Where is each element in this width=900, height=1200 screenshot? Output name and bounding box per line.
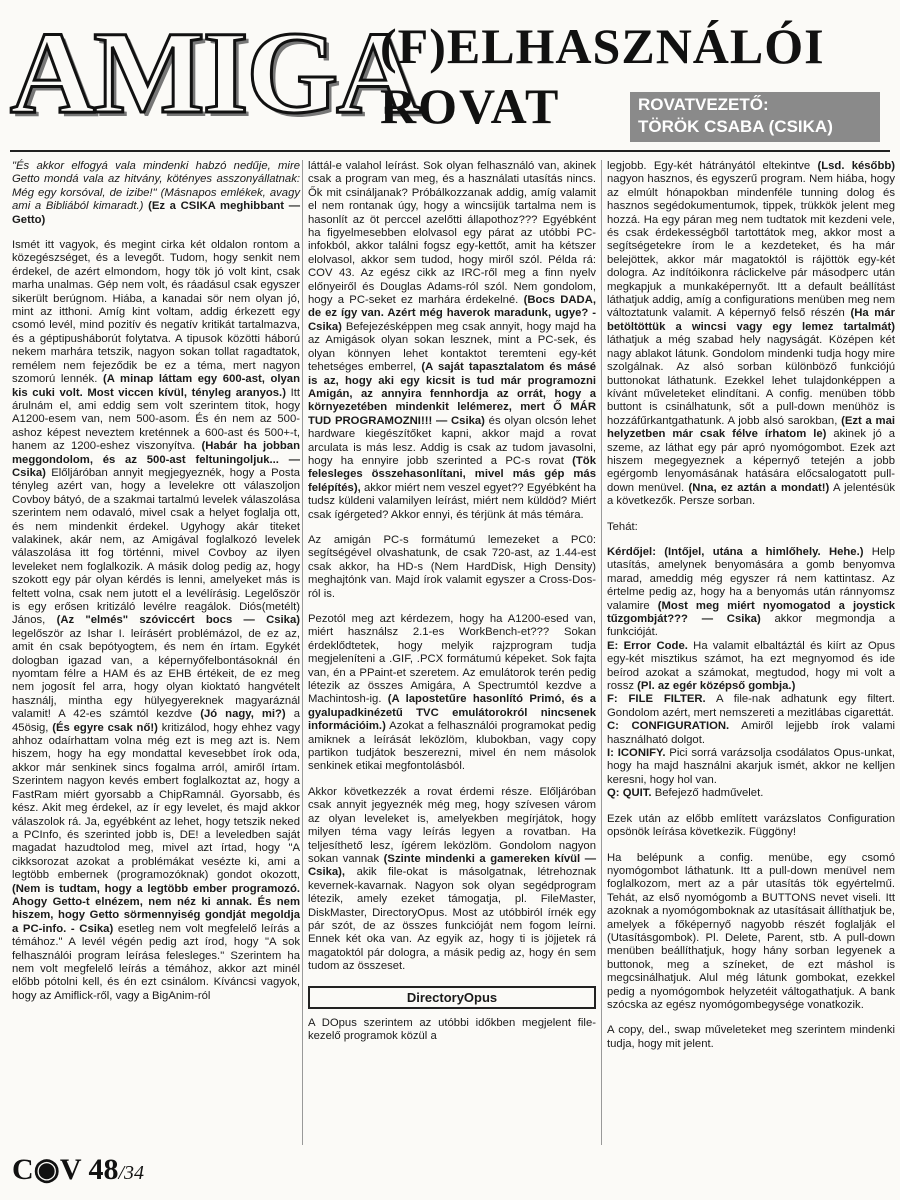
masthead [0,0,900,150]
page-number: /34 [118,1162,145,1184]
header-rule [10,150,890,152]
paragraph: Tehát: [607,520,638,533]
section-title-box: DirectoryOpus [308,986,596,1009]
editor-label: ROVATVEZETŐ: [638,95,769,114]
column-2 [308,160,596,1056]
paragraph: Pezotól meg azt kérdezem, hogy ha A1200-esed van, miért használsz 2.1-es WorkBench-et??? Sokan érdeklődtetek, hogy melyik rajzprogram tudja megjeleníteni a .GIF, .PCX formátumú képeket. Sok fajta van, én a PPaint-et szeretem. Az emulátorok terén pedig létezik az összes Amigára, A Spectrumtól kezdve a Machintosh-ig. (A lapostetűre hasonlító Primó, és a gyalupadkinézetű TVC emulátorokról nincsenek információim.) Azokat a felhasználói programokat pedig amiknek a leírását leközlöm, klubokban, vagy copy partikon tudjátok beszerezni, mivel én nem másolok senkinek etikai megfontolásból. [308,613,597,773]
paragraph: Ismét itt vagyok, és megint cirka két oldalon rontom a közegészséget, és a levegőt. Tudom, hogy senkit nem érdekel, de azért elmondom, hogy tök jó volt kint, csak marha unalmas. Gép nem volt, és ráadásul csak egyszer sikerült berúgnom. Hiába, a kanadai sör nem olyan jó, mint az itthoni. Amíg kint voltam, addig érkezett egy csomó levél, mind pozitív és negatív kritikát tartalmazva, és a géptipusháborút folytatva. A tipusok közötti háború nekem marhára tetszik, nagyon sokan tollat ragadtatok, remélem nem fejeződik be ez a téma, mert nagyon szomorú lennék. (A minap láttam egy 600-ast, olyan kis cuki volt. Most viccen kívül, tényleg aranyos.) Itt árulnám el, ami eddig sem volt szerintem titok, hogy A1200-esem van, nem 500-asom. És én nem az 500-ashoz képest neveztem kreténnek a 600-ast és 500+-t, hanem az 1200-eshez viszonyítva. (Habár ha jobban meggondolom, és az 500-ast feltuningoljuk... — Csika) Előljáróban annyit megjegyeznék, hogy a Posta tényleg azért van, hogy a levelekre ott válaszoljon Covboy bátyó, de a szakmai tartalmú levelek válaszolása szerintem nem odavaló, mivel csak a helyet foglalja ott, és nem mindenkit érdekel. Ugyhogy akár titeket valakinek, akár nem, az Amigával foglalkozó levelek válaszolása itt fog történni, mivel Covboy az ilyen leveleket nem foglalkozik. A másik dolog pedig az, hogy szokott egy pár olyan kérdés is lenni, amelyeket más is feltett volna, csak nem jutott el a levélírásig. Legelőször is egy erősen kritizáló levélre reagálok. Diós(metélt) János, (Az "elmés" szóviccért bocs — Csika) legelőször az Ishar I. leírásért problémázol, de ez az, amit én csak bepótyogtem, és nem én írtam. Egykét dologban igazad van, a képernyőfelbontásoknál én nyomtam félre a HAM és az EHB értékeit, de ez meg nem jogosít fel arra, hogy olyan kioktató hangvételt használj, mintha egy hülyegyereknek magyaráznál valamit! A 42-es számtól kezdve (Jó nagy, mi?) a 45ösig, (És egyre csak nő!) kritizálod, hogy ehhez vagy ahhoz odaírhattam volna még ezt is meg azt is. Nem hiszem, hogy ha egy mondattal kevesebbet írok oda, akkor már senkinek sincs fogalma arról, amiről írtam. Szerintem nagyon kevés embert foglalkoztat az, hogy a FastRam miért gyorsabb a ChipRamnál. Gyorsabb, és kész. Akit meg érdekel, az ír egy levelet, és majd akkor válaszolok rá. Ja, egyébként az lehet, hogy tetszik neked a PCInfo, és szerinted jobb is, DE! a leveledben saját magadat hazudtolod meg, mivel azt írtad, hogy "A cikksorozat azokat a problémákat vesézte ki, ami a legtöbb embernek (programozóknak) gondot okozott, (Nem is tudtam, hogy a legtöbb ember programozó. Ahogy Getto-t elnézem, nem néz ki annak. És nem hiszem, hogy Getto sörmennyiség gondját megoldja a PC-info. - Csika) esetleg nem volt megfelelő leírás a témához." A levél végén pedig azt írod, hogy "A sok felhasználói program leírása felesleges." Szerintem ha nem volt megfelelő leírás a témához, akkor azt minél előbb pótolni kell, és én ezt csinálom. Kíváncsi vagyok, hogy az Amiflick-ről, vagy a BigAnim-ról [12,239,300,1002]
column-separator [302,160,303,1145]
definition-item: Kérdőjel: (Intőjel, utána a himlőhely. Hehe.) Help utasítás, amelynek benyomására a gomb benyomva marad, ameddig még egyszer rá nem kattintasz. Az értelme pedig az, hogy ha a benyomás után ránnyomsz valamire (Most meg miért nyomogatod a joystick tűzgombját??? — Csika) akkor megmondja a funkcióját. E: Error Code. Ha valamit elbaltáztál és kiírt az Opus egy-két misztikus számot, ha ezt megnyomod és ide beírod azokat a számokat, megtudod, hogy mi volt a rossz (Pl. az egér középső gombja.) F: FILE FILTER. A file-nak adhatunk egy filtert. Gondolom azért, mert nemszereti a mezitlábas cigarettát. C: CONFIGURATION. Amiről lejjebb írok valami használható dolgot. I: ICONIFY. Pici sorrá varázsolja csodálatos Opus-unkat, hogy ha majd használni akarjuk ismét, akkor ne kelljen keresni, hogy hol van. Q: QUIT. Befejező hadművelet. [607,545,896,800]
magazine-issue: C◉V 48 [12,1153,119,1186]
amiga-logo: AMIGA [10,7,420,138]
paragraph: A DOpus szerintem az utóbbi időkben megjelent file-kezelő programok közül a [308,1016,596,1043]
editor-box [630,92,880,142]
paragraph: legjobb. Egy-két hátrányától eltekintve (Lsd. később) nagyon hasznos, és egyszerű program. Nem hiába, hogy az elmúlt hónapokban mindenféle tunning dolog és hasznos segédokumentumok, tippek, trükkök jelent meg hozzá. Ha egy páran meg nem tudtatok mit kezdeni vele, és csak érdekességből tartottátok meg, akkor most a segítségetekre írom le a kezdeteket, és ha már belejöttek, akkor már magatoktól is rájöttök egy-két dologra. Az indítóikonra ráclickelve pár másodperc után megkapjuk a munkaképernyőt. Itt a default beállítást láthatjuk addig, amíg a configurations menüben meg nem változtatunk valamit. A képernyő felső részén (Ha már betöltöttük a wincsi vagy egy lemez tartalmát) láthatjuk a még szabad hely nagyságát. Középen két nagy ablakot látunk. Gondolom mindenki tudja hogy mire szolgálnak. Az alsó sorban különböző funkciójú buttonokat láthatunk. Ezekkel lehet tulajdonképpen a kívánt műveleteket elindítani. A config. menüben több buttont is csinálhatunk, sőt a pull-down menühöz is hozzáfűrkantgathatunk. A jobb alsó sarokban, (Ezt a mai helyzetben már csak félve írhatom le) akinek jó a szeme, az láthat egy pár apró nyomógombot. Ezek azt hiszem megegyeznek a képernyő tetején a jobb egérgomb lenyomásának hatására előcsalogatott pull-down menüvel. (Nna, ez aztán a mondat!) A jelentésük a következők. Persze sorban. [607,160,896,508]
column-title-line1: (F)ELHASZNÁLÓI [380,18,825,74]
intro-paragraph: "És akkor elfogyá vala mindenki habzó nedűje, mire Getto mondá vala az hitvány, kötényes asszonyállatnak: Még egy korsóval, de izibe!" (Másnapos emlékek, avagy ami a Bibliából kimaradt.) (Ez a CSIKA meghibbant — Getto) [12,160,301,226]
column-1 [12,160,300,1015]
editor-name: TÖRÖK CSABA (CSIKA) [638,117,833,136]
paragraph: Ezek után az előbb említett varázslatos Configuration opsönök leírása következik. Függöny! [607,812,895,839]
column-separator [601,160,602,1145]
paragraph: A copy, del., swap műveleteket meg szerintem mindenki tudja, hogy mit jelent. [607,1024,895,1050]
column-3 [607,160,895,1063]
paragraph: láttál-e valahol leírást. Sok olyan felhasználó van, akinek csak a program van meg, és a használati utasítás nincs. Ők mit csináljanak? Próbálkozzanak addig, amíg valamit el nem rontanak úgy, hogy a wincsijük tartalma nem is hasonlít az öt perccel azelőtti állapothoz??? Egyébként ha figyelmesebben elolvasol egy párat az utóbbi PC-infokból, akkor találni fogsz egy-kettőt, amit ha kétszer elolvasol, akkor sem tudod, hogy miről szól. Példa rá: COV 43. Az egész cikk az IRC-ről meg a finn nyelv előnyeiről és Douglas Adams-ról szól. Nem gondolom, hogy a PC-seket ez marhára érdekelné. (Bocs DADA, de ez így van. Azért még haverok maradunk, ugye? - Csika) Befejezésképpen meg csak annyit, hogy majd ha az Amigások olyan sokan lesznek, mint a PC-sek, és olyan könnyen lehet kontaktot teremteni egy-két tehetséges emberrel, (A saját tapasztalatom és másé is az, hogy aki egy kicsit is tud már programozni Amigán, az annyira fennhordja az orrát, hogy a környezetében mindenkit lelémerez, mert Ő MÁR TUD PROGRAMOZNI!!! — Csika) és olyan olcsón lehet hardware kiegészítőket kapni, akkor majd a rovat arculata is más lesz. Addig is csak az tudom javasolni, hogy ha ennyire jobb szerinted a PC-s rovat (Tök felesleges összehasonlítani, mivel más gép más felépítés), akkor miért nem veszel egyet?? Egyébként ha tudsz küldeni valamilyen leírást, miért nem küldöd? Miért csak ígérgeted? Akkor ennyi, és térjünk át más témára. [308,160,597,521]
paragraph: Ha belépunk a config. menübe, egy csomó nyomógombot láthatunk. Itt a pull-down menüvel nem foglalkozom, mert az a pár utasítás tök egyértelmű. Tehát, az első nyomógomb a BUTTONS nevet viseli. Itt azoknak a nyomógomboknak az utasításait állíthatjuk be, amelyek a főképernyő nagyobb részét foglalják el (Utasításgombok). Pl. Delete, Parent, stb. A pull-down menüben beállíthatjuk, hogy hány sorban legyenek a buttonok, meg a színeket, de ezt máshol is megcsinálhatjuk. Alul még látunk gombokat, ezekkel pedig a nyomógombok helyzetéit váltogathatjuk. A bank szócska az egész nyomógombegysége vonatkozik. [607,851,895,1011]
column-title-line2: ROVAT [380,78,561,134]
paragraph: Az amigán PC-s formátumú lemezeket a PC0: segítségével olvashatunk, de csak 720-ast, az 1.44-est csak akkor, ha HD-s (Nem HardDisk, High Density) meghajtónk van. Majd írok valamit egyszer a Cross-Dos-ról is. [308,533,596,600]
page-footer [12,1152,144,1187]
paragraph: Akkor következzék a rovat érdemi része. Előljáróban csak annyit jegyeznék még meg, hogy szívesen várom az olyan leveleket is, amelyekben megírjátok, hogy milyen téma vagy leírás legyen a rovatban. Ha teljesíthető lesz, ígérem leközlöm. Gondolom nagyon sokan vannak (Szinte mindenki a gamereken kívül — Csika), akik file-okat is másolgatnak, létrehoznak kevernek-kavarnak. Nagyon sok olyan segédprogram létezik, amely ezeket támogatja, pl. FileMaster, DiskMaster, DirectoryOpus. Most az utóbbiról írnék egy pár szót, de az összes funkcióját nem fogom leírni. Ennek két oka van. Az egyik az, hogy ti is jöjjetek rá magatoktól pár dologra, a másik pedig az, hogy én sem tudom az összeset. [308,785,597,973]
